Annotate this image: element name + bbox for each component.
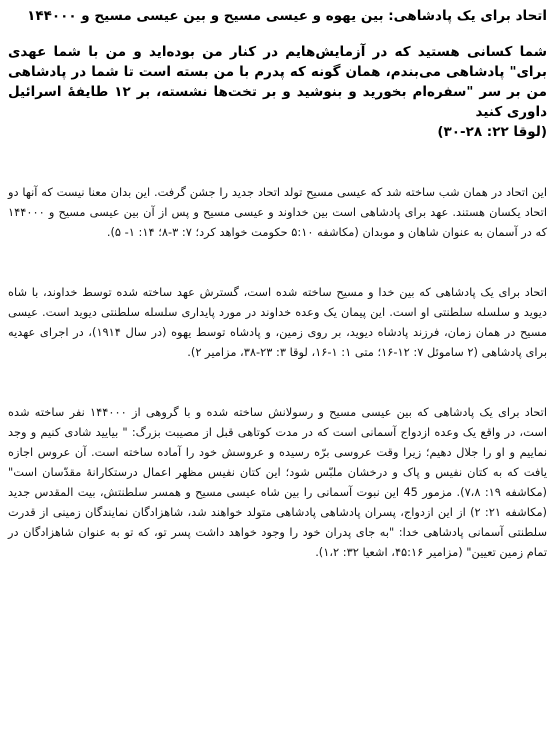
scripture-quote-text: شما کسانی هستید که در آزمایش‌هایم در کنار من بوده‌اید و من با شما عهدی برای" پادشاهی می‌بندم، همان گونه که پدرم با من بسته است تا شما در پادشاهی من بر سر "سفره‌ام بخورید و بنوشید و بر تخت‌ها نشسته، بر ۱۲ طایفهٔ اسرائیل داوری کنید <box>8 44 547 120</box>
document-page <box>8 6 547 562</box>
scripture-quote <box>8 42 547 142</box>
document-title: اتحاد برای یک پادشاهی: بین یهوه و عیسی مسیح و بین عیسی مسیح و ۱۴۴۰۰۰ <box>27 8 547 24</box>
body-paragraph-2: اتحاد برای یک پادشاهی که بین خدا و مسیح ساخته شده است، گسترش عهد ساخته شده توسط خداوند، با شاه دیوید و سلسله سلطنتی او است. این پیمان یک وعده خداوند در مورد پایداری سلسله سلطنتی دیوید است. عیسی مسیح در همان زمان، فرزند پادشاه دیوید، بر روی زمین، و پادشاه توسط یهوه (در سال ۱۹۱۴)، در اجرای عهدیه برای پادشاهی (۲ ساموئل ۷: ۱۲-۱۶؛ متی ۱: ۱-۱۶، لوقا ۳: ۲۳-۳۸، مزامیر ۲). <box>8 285 547 359</box>
body-paragraph-1: این اتحاد در همان شب ساخته شد که عیسی مسیح تولد اتحاد جدید را جشن گرفت. این بدان معنا نیست که آنها دو اتحاد یکسان هستند. عهد برای پادشاهی است بین خداوند و عیسی مسیح و پس از آن بین عیسی مسیح و ۱۴۴۰۰۰ که در آسمان به عنوان شاهان و موبدان (مکاشفه ۵:۱۰ حکومت خواهد کرد؛ ۷: ۳-۸؛ ۱۴: ۱- ۵). <box>8 185 547 239</box>
scripture-reference: (لوقا ۲۲: ۲۸-۳۰) <box>437 124 547 140</box>
body-paragraph-3: اتحاد برای یک پادشاهی که بین عیسی مسیح و رسولانش ساخته شده و با گروهی از ۱۴۴۰۰۰ نفر ساخته شده است، در واقع یک وعده ازدواج آسمانی است که در مدت کوتاهی قبل از مصیبت بزرگ: " بیایید شادی کنیم و وجد نماییم و او را جلال دهیم؛ زیرا وقت عروسی برّه رسیده و عروسش خود را آماده ساخته است. آن عروس اجازه یافت که به کتان نفیس و پاک و درخشان ملبّس شود؛ این کتان نفیس مظهر اعمال درستکارانهٔ مقدّسان است" (مکاشفه ۱۹: ۷،۸). مزمور 45 این نبوت آسمانی را بین شاه عیسی مسیح و همسر سلطنتش، بیت المقدس جدید (مکاشفه ۲۱: ۲) از این ازدواج، پسران پادشاهی پادشاهی متولد خواهند شد، شاهزادگان نمایندگان زمینی از قدرت سلطنتی آسمانی پادشاهی خدا: "به جای پدران خود را وجود خواهد داشت پسر تو، که تو به عنوان شاهزادگان در تمام زمین تعیین" (مزامیر ۴۵:۱۶، اشعیا ۳۲: ۱،۲). <box>8 405 547 559</box>
